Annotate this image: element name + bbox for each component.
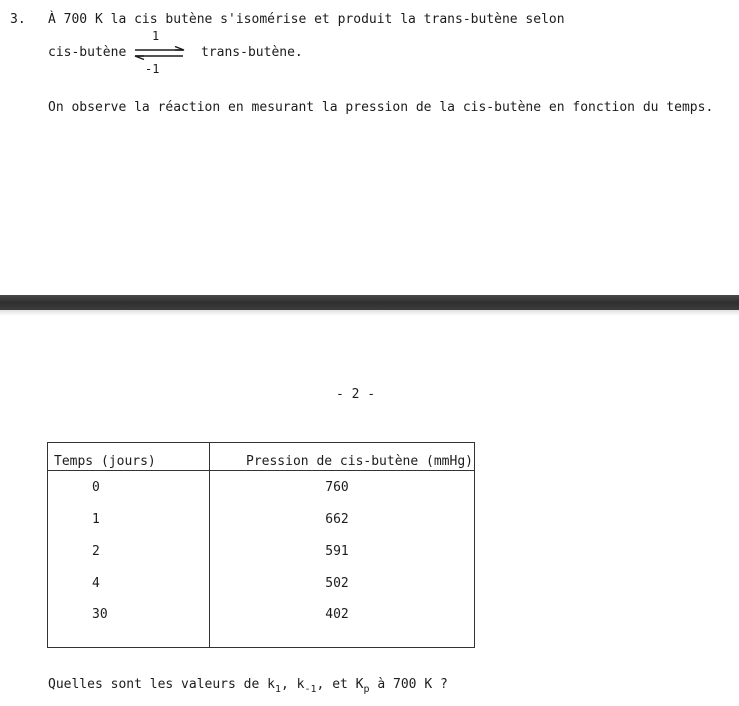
- question-sep2: , et K: [316, 677, 364, 692]
- km1-subscript: -1: [304, 684, 317, 695]
- equation-product: trans-butène.: [201, 45, 303, 60]
- equation-forward-label: 1: [152, 29, 160, 43]
- kp-subscript: p: [363, 684, 370, 695]
- pressure-table: [47, 442, 475, 648]
- equation-reactant: cis-butène: [48, 45, 127, 60]
- cell-pressure: 591: [210, 535, 475, 567]
- cell-time: 30: [48, 599, 210, 648]
- cell-time: 0: [48, 471, 210, 504]
- table-row: [48, 567, 475, 599]
- page-separator-shadow: [0, 310, 739, 316]
- cell-pressure: 662: [210, 503, 475, 535]
- cell-time: 4: [48, 567, 210, 599]
- final-question: [48, 677, 448, 695]
- header-pressure: Pression de cis-butène (mmHg): [210, 443, 475, 471]
- header-time: Temps (jours): [48, 443, 210, 471]
- table-row: [48, 599, 475, 648]
- equilibrium-arrows-icon: [133, 46, 187, 60]
- cell-pressure: 760: [210, 471, 475, 504]
- page-separator: [0, 295, 739, 310]
- question-suffix: à 700 K ?: [369, 677, 448, 692]
- cell-time: 2: [48, 535, 210, 567]
- question-sep1: , k: [281, 677, 305, 692]
- table-header-row: [48, 443, 475, 471]
- page-number: - 2 -: [336, 387, 376, 402]
- observation-text: On observe la réaction en mesurant la pression de la cis-butène en fonction du temps.: [48, 100, 714, 115]
- question-prefix: Quelles sont les valeurs de k: [48, 677, 275, 692]
- question-number: 3.: [10, 12, 26, 27]
- equation-reverse-label: -1: [145, 62, 160, 76]
- cell-pressure: 502: [210, 567, 475, 599]
- cell-pressure: 402: [210, 599, 475, 648]
- k1-subscript: 1: [274, 684, 282, 695]
- table-row: [48, 503, 475, 535]
- table-row: [48, 535, 475, 567]
- intro-text: À 700 K la cis butène s'isomérise et produit la trans-butène selon: [48, 12, 565, 27]
- table-row: [48, 471, 475, 504]
- cell-time: 1: [48, 503, 210, 535]
